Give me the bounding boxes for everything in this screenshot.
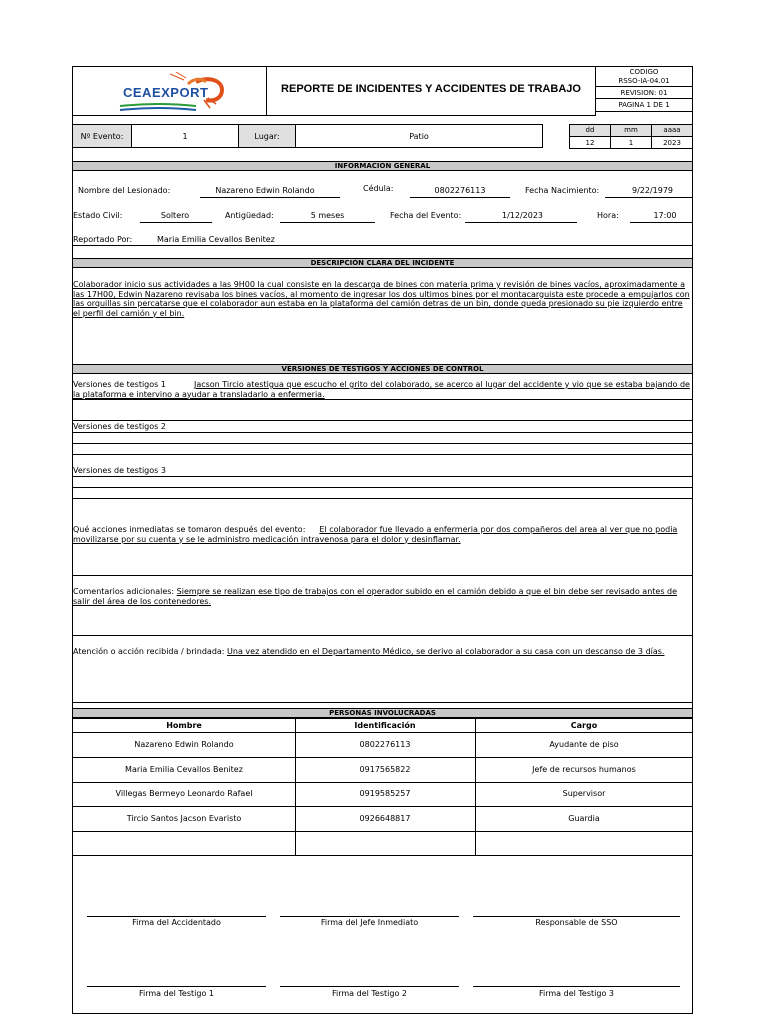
atencion-line bbox=[73, 702, 692, 703]
codigo-label: CODIGO bbox=[629, 68, 659, 76]
personas-table bbox=[72, 718, 693, 856]
testigo-3-line-a bbox=[73, 476, 692, 477]
logo-cell bbox=[72, 66, 267, 116]
antiguedad-value: 5 meses bbox=[310, 211, 345, 220]
firma-testigo-1-line bbox=[87, 986, 266, 987]
brand-name: CEAEXPORT bbox=[123, 85, 209, 100]
nombre-underline bbox=[200, 197, 340, 198]
table-row-2-cargo: Jefe de recursos humanos bbox=[532, 765, 636, 774]
nacimiento-label: Fecha Nacimiento: bbox=[525, 186, 600, 195]
reportado-label: Reportado Por: bbox=[73, 235, 133, 244]
testigo-1-line-a bbox=[73, 399, 692, 400]
estado-label: Estado Civil: bbox=[73, 211, 123, 220]
header-divider bbox=[73, 732, 692, 733]
section-informacion-general: INFORMACIÓN GENERAL bbox=[73, 161, 692, 171]
aaaa-label: aaaa bbox=[663, 126, 681, 134]
lugar-label: Lugar: bbox=[254, 132, 280, 141]
antiguedad-underline bbox=[280, 222, 375, 223]
table-row-1-id: 0802276113 bbox=[359, 740, 411, 749]
firma-testigo-3-label: Firma del Testigo 3 bbox=[539, 989, 614, 998]
testigo-2-label: Versiones de testigos 2 bbox=[73, 422, 166, 431]
dd-value-cell bbox=[569, 136, 611, 149]
firma-testigo-3-line bbox=[473, 986, 680, 987]
acciones-label: Qué acciones inmediatas se tomaron después del evento: bbox=[73, 525, 306, 534]
row-divider-3 bbox=[73, 806, 692, 807]
testigo-3-line-b bbox=[73, 487, 692, 488]
table-row-1-cargo: Ayudante de piso bbox=[549, 740, 619, 749]
comentarios-label: Comentarios adicionales: bbox=[73, 587, 175, 596]
col-header-identificacion: Identificación bbox=[354, 721, 416, 730]
table-row-4-nombre: Tircio Santos Jacson Evaristo bbox=[126, 814, 242, 823]
page-title: REPORTE DE INCIDENTES Y ACCIDENTES DE TRABAJO bbox=[281, 83, 581, 95]
section-descripcion: DESCRIPCIÓN CLARA DEL INCIDENTE bbox=[73, 258, 692, 268]
row-divider-4 bbox=[73, 831, 692, 832]
col-header-nombre: Hombre bbox=[166, 721, 202, 730]
testigo-1-line-b bbox=[73, 420, 692, 421]
table-row-2-nombre: Maria Emilia Cevallos Benitez bbox=[125, 765, 243, 774]
mm-value: 1 bbox=[628, 139, 634, 147]
table-row-4-cargo: Guardia bbox=[568, 814, 600, 823]
codigo-value: RSSO-IA-04.01 bbox=[618, 77, 670, 85]
testigo-3-label: Versiones de testigos 3 bbox=[73, 466, 166, 475]
row-divider-2 bbox=[73, 782, 692, 783]
firma-testigo-1-label: Firma del Testigo 1 bbox=[139, 989, 214, 998]
aaaa-value: 2023 bbox=[663, 139, 681, 147]
hora-label: Hora: bbox=[597, 211, 619, 220]
nombre-label: Nombre del Lesionado: bbox=[78, 186, 171, 195]
row-divider-1 bbox=[73, 757, 692, 758]
lugar-value-cell bbox=[295, 124, 543, 148]
firma-accidentado-line bbox=[87, 916, 266, 917]
nombre-value: Nazareno Edwin Rolando bbox=[215, 186, 315, 195]
comentarios-text: Siempre se realizan ese tipo de trabajos con el operador subido en el camión debido a que el bin debe ser revisado antes de salir del área de los contenedores. bbox=[73, 587, 678, 606]
table-row-3-nombre: Villegas Bermeyo Leonardo Rafael bbox=[115, 789, 253, 798]
codigo-cell bbox=[595, 66, 693, 87]
section-testigos: VERSIONES DE TESTIGOS Y ACCIONES DE CONTROL bbox=[73, 364, 692, 374]
atencion-label: Atención o acción recibida / brindada: bbox=[73, 647, 225, 656]
firma-testigo-2-label: Firma del Testigo 2 bbox=[332, 989, 407, 998]
evento-value-cell bbox=[131, 124, 239, 148]
reportado-underline bbox=[73, 245, 692, 246]
dd-label: dd bbox=[585, 126, 595, 134]
antiguedad-label: Antigüedad: bbox=[225, 211, 274, 220]
fecha-evento-underline bbox=[465, 222, 577, 223]
cedula-label: Cédula: bbox=[363, 184, 394, 193]
aaaa-value-cell bbox=[651, 136, 693, 149]
hora-underline bbox=[630, 222, 692, 223]
testigo-2-line-a bbox=[73, 432, 692, 433]
estado-value: Soltero bbox=[160, 211, 190, 220]
title-cell bbox=[266, 66, 596, 116]
evento-label-cell bbox=[72, 124, 132, 148]
nacimiento-value: 9/22/1979 bbox=[631, 186, 674, 195]
table-row-3-id: 0919585257 bbox=[359, 789, 411, 798]
fecha-evento-label: Fecha del Evento: bbox=[390, 211, 462, 220]
testigo-1-block bbox=[73, 380, 692, 399]
comentarios-block bbox=[73, 587, 692, 606]
cedula-value: 0802276113 bbox=[434, 186, 486, 195]
firma-sso-label: Responsable de SSO bbox=[535, 918, 618, 927]
pagina-cell bbox=[595, 98, 693, 112]
dd-value: 12 bbox=[585, 139, 595, 147]
table-row-1-nombre: Nazareno Edwin Rolando bbox=[134, 740, 234, 749]
cedula-underline bbox=[410, 197, 510, 198]
atencion-text: Una vez atendido en el Departamento Médico, se derivo al colaborador a su casa con un descanso de 3 días. bbox=[227, 647, 665, 656]
acciones-text: El colaborador fue llevado a enfermeria por dos compañeros del area al ver que no podia movilizarse por su cuenta y se le administro medicación intravenosa para el dolor y desinflamar. bbox=[73, 525, 678, 544]
evento-label: Nº Evento: bbox=[80, 132, 124, 141]
acciones-line bbox=[73, 575, 692, 576]
evento-value: 1 bbox=[182, 132, 188, 141]
nacimiento-underline bbox=[605, 197, 692, 198]
table-row-3-cargo: Supervisor bbox=[562, 789, 606, 798]
acciones-block bbox=[73, 525, 692, 544]
mm-label: mm bbox=[624, 126, 638, 134]
table-row-4-id: 0926648817 bbox=[359, 814, 411, 823]
firma-jefe-line bbox=[280, 916, 459, 917]
firma-testigo-2-line bbox=[280, 986, 459, 987]
pagina-text: PAGINA 1 DE 1 bbox=[618, 101, 670, 109]
comentarios-line bbox=[73, 635, 692, 636]
mm-value-cell bbox=[610, 136, 652, 149]
testigo-1-text: Jacson Tircio atestigua que escucho el grito del colaborado, se acerco al lugar del accidente y vio que se estaba bajando de la plataforma e intervino a ayudar a transladarlo a enfermeria. bbox=[73, 380, 690, 399]
testigo-2-line-c bbox=[73, 454, 692, 455]
firma-sso-line bbox=[473, 916, 680, 917]
descripcion-text: Colaborador inicio sus actividades a las 9H00 la cual consiste en la descarga de bines con materia prima y revisión de bines vacíos, aproximadamente a las 17H00, Edwin Nazareno revisaba los bines vacíos, al momento de ingresar los dos ultimos bines por el montacarguista este procede a empujarlos con las orquillas sin percatarse que el colaborador aun estaba en la plataforma del camión detras de un bin, donde queda presionado su pie izquierdo entre el perfil del camión y el bin. bbox=[73, 280, 690, 318]
firma-accidentado-label: Firma del Accidentado bbox=[132, 918, 221, 927]
section-personas: PERSONAS INVOLUCRADAS bbox=[73, 708, 692, 718]
reportado-value: Maria Emilia Cevallos Benitez bbox=[157, 235, 275, 244]
lugar-value: Patio bbox=[409, 132, 429, 141]
firma-jefe-label: Firma del Jefe Inmediato bbox=[320, 918, 419, 927]
lugar-label-cell bbox=[238, 124, 296, 148]
table-row-2-id: 0917565822 bbox=[359, 765, 411, 774]
testigo-2-line-b bbox=[73, 443, 692, 444]
col-header-cargo: Cargo bbox=[570, 721, 598, 730]
testigo-1-label: Versiones de testigos 1 bbox=[73, 380, 166, 389]
estado-underline bbox=[140, 222, 212, 223]
testigo-3-line-c bbox=[73, 498, 692, 499]
fecha-evento-value: 1/12/2023 bbox=[501, 211, 544, 220]
hora-value: 17:00 bbox=[653, 211, 677, 220]
atencion-block bbox=[73, 647, 692, 657]
revision-text: REVISION: 01 bbox=[620, 89, 668, 97]
